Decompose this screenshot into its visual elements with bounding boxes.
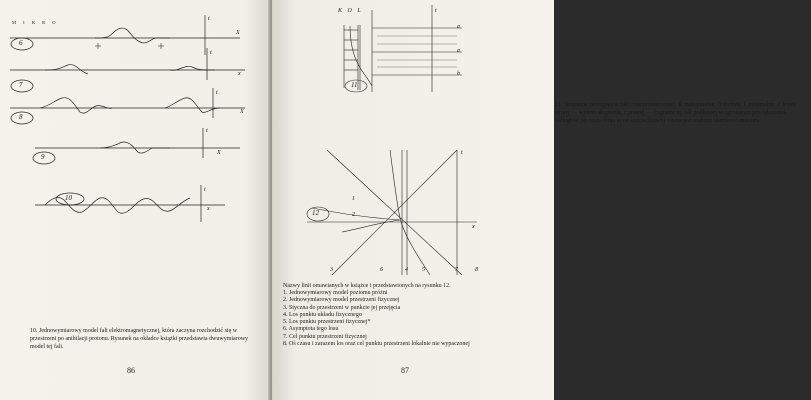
right-figures <box>272 0 554 285</box>
legend-list <box>283 290 545 348</box>
left-figures <box>0 0 272 330</box>
fig12-line-2 <box>312 208 400 220</box>
fig11-a2-label: a <box>457 48 460 54</box>
fig12-line-label: 2 <box>352 212 355 218</box>
fig9-label: 9 <box>41 153 45 161</box>
legend-item: 6. Asymptota tego losu <box>283 326 339 333</box>
fig7-wave <box>45 64 215 74</box>
left-page <box>0 0 272 400</box>
fig12-line-label: 4 <box>405 267 408 273</box>
fig11-top-letters: K O L <box>338 8 363 14</box>
fig11-b-label: b <box>457 71 460 77</box>
legend-item: 8. Oś czasu i zarazem los oraz cel punktu przestrzeni lokalnie nie wypaczonej <box>283 341 470 348</box>
fig11-t-label: t <box>435 8 437 14</box>
legend-item: 4. Los punktu układu fizycznego <box>283 311 362 318</box>
fig12-line-5 <box>390 150 430 275</box>
fig8-wave <box>40 98 220 113</box>
fig12-x-label: x <box>472 224 475 230</box>
fig6-t-label: t <box>208 16 210 22</box>
legend-item: 3. Styczna do przestrzeni w punkcie jej przejęcia <box>283 304 401 311</box>
figure-11-caption: 11. Skupienie tworzywa w fali czasoprzestrzennej: K maksymalne, O średnie, L minimalne. Z lewej strony — wykres skupienia, z prawej — fragment tej fali podłużnej w ogromnym powiększeniu. Odległość jej czoła (linia a) od końca (linia b) równa jest małemu ułamkowi mikrona. <box>555 102 796 124</box>
fig12-line-label: 3 <box>330 267 333 273</box>
fig12-line-label: 1 <box>352 196 355 202</box>
fig11-a-label: a <box>457 24 460 30</box>
fig9-t-label: t <box>206 128 208 134</box>
fig11-label: 11 <box>351 81 358 89</box>
page-number-right: 87 <box>401 366 409 375</box>
page-number-left: 86 <box>127 366 135 375</box>
legend-item: 7. Cel punktu przestrzeni fizycznej <box>283 333 367 340</box>
fig12-label: 12 <box>312 209 319 217</box>
fig12-line-label: 6 <box>380 267 383 273</box>
fig10-x-label: x <box>207 206 210 212</box>
fig12-line-7 <box>332 150 457 275</box>
fig7-x-label: x <box>238 71 241 77</box>
right-page <box>272 0 796 400</box>
fig12-line-label: 5 <box>422 267 425 273</box>
fig12-t-label: t <box>461 150 463 156</box>
fig7-label: 7 <box>19 81 23 89</box>
fig6-label: 6 <box>19 39 23 47</box>
fig9-wave <box>100 142 170 153</box>
fig12-line-label: 7 <box>455 267 458 273</box>
legend-item: 5. Los punktu przestrzeni fizycznej* <box>283 319 371 326</box>
fig9-x-label: X <box>217 150 221 156</box>
fig8-t-label: t <box>216 90 218 96</box>
fig12-line-label: 8 <box>475 267 478 273</box>
figure-10-caption: 10. Jednowymiarowy model fali elektromagnetycznej, która zaczyna rozchodzić się w przestrzeni po anihilacji protonu. Rysunek na okładce książki przedstawia dwuwymiarowy model tej fali. <box>30 328 249 350</box>
legend-title: Nazwy linii omawianych w książce i przedstawionych na rysunku 12. <box>283 283 451 289</box>
fig7-t-label: t <box>210 50 212 56</box>
fig8-x-label: X <box>240 109 244 115</box>
legend-item: 1. Jednowymiarowy model poziomu próżni <box>283 290 388 296</box>
legend-item: 2. Jednowymiarowy model przestrzeni fizycznej <box>283 297 400 304</box>
running-header: M I K R O <box>12 20 59 25</box>
fig10-t-label: t <box>204 187 206 193</box>
fig10-label: 10 <box>65 194 72 202</box>
fig6-x-label: X <box>236 30 240 36</box>
fig11-curve <box>350 26 372 86</box>
fig6-wave <box>95 28 170 43</box>
fig8-label: 8 <box>19 113 23 121</box>
